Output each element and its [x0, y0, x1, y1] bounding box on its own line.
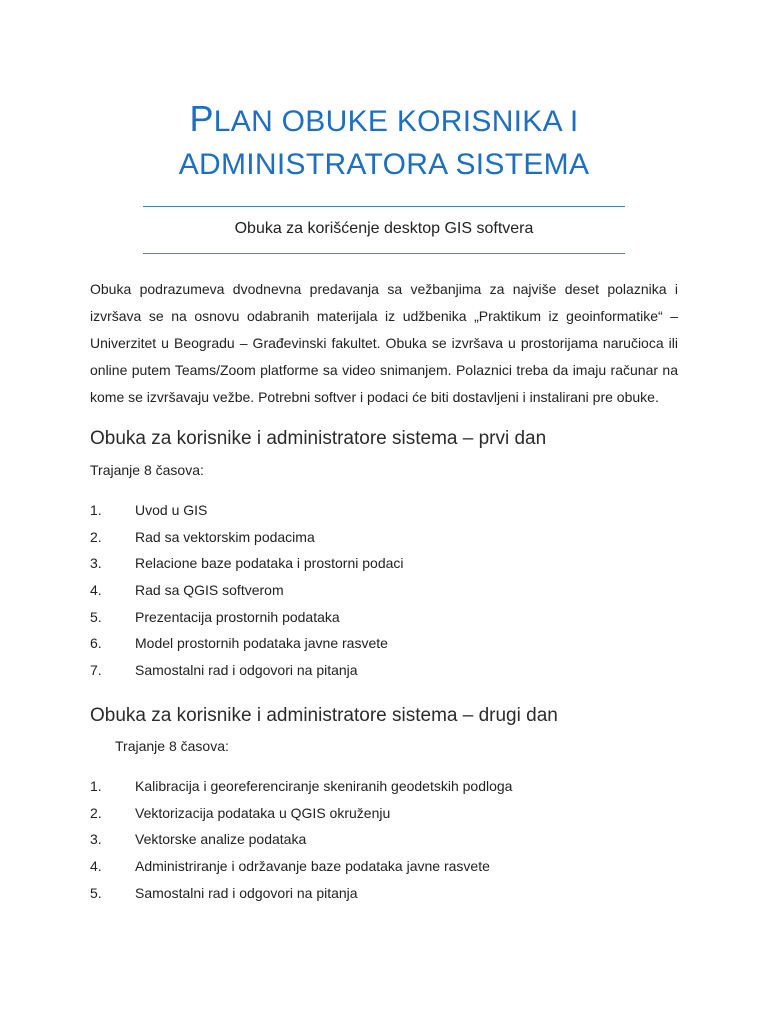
list-item-number: 2. — [90, 804, 102, 821]
document-subtitle: Obuka za korišćenje desktop GIS softvera — [234, 220, 534, 237]
list-item-text: Rad sa QGIS softverom — [135, 582, 284, 599]
day2-duration: Trajanje 8 časova: — [115, 738, 229, 754]
title-initial-cap: P — [189, 98, 214, 139]
list-item-text: Samostalni rad i odgovori na pitanja — [135, 662, 358, 679]
list-item-number: 3. — [90, 831, 102, 848]
list-item-text: Vektorske analize podataka — [135, 831, 307, 848]
list-item-number: 2. — [90, 528, 102, 545]
list-item-number: 5. — [90, 608, 102, 625]
list-item-number: 7. — [90, 662, 102, 679]
list-item-number: 1. — [90, 778, 102, 794]
list-item-text: Relacione baze podataka i prostorni podaci — [135, 555, 404, 572]
list-item-text: Rad sa vektorskim podacima — [135, 528, 315, 545]
list-item-number: 4. — [90, 582, 102, 599]
list-item-text: Samostalni rad i odgovori na pitanja — [135, 884, 358, 901]
list-item-text: Prezentacija prostornih podataka — [135, 608, 340, 625]
list-item-text: Administriranje i održavanje baze podataka javne rasvete — [135, 858, 490, 875]
list-item-text: Model prostornih podataka javne rasvete — [135, 635, 388, 652]
day2-heading: Obuka za korisnike i administratore sistema – drugi dan — [90, 705, 558, 726]
document-title-line-1 — [0, 98, 768, 140]
list-item-number: 4. — [90, 858, 102, 875]
list-item-text: Uvod u GIS — [135, 502, 208, 518]
list-item-text: Vektorizacija podataka u QGIS okruženju — [135, 804, 391, 821]
intro-paragraph: Obuka podrazumeva dvodnevna predavanja sa vežbanjima za najviše deset polaznika i izvršava se na osnovu odabranih materijala iz udžbenika „Praktikum iz geoinformatike“ – Univerzitet u Beogradu – Građevinski fakultet. Obuka se izvršava u prostorijama naručioca ili online putem Teams/Zoom platforme sa video snimanjem. Polaznici treba da imaju računar na kome se izvršavaju vežbe. Potrebni softver i podaci će biti dostavljeni i instalirani pre obuke. — [90, 281, 678, 405]
day1-heading: Obuka za korisnike i administratore sistema – prvi dan — [90, 428, 547, 449]
document-title-line-2: ADMINISTRATORA SISTEMA — [178, 148, 590, 181]
list-item-number: 3. — [90, 555, 102, 572]
list-item-text: Kalibracija i georeferenciranje skeniranih geodetskih podloga — [135, 778, 513, 794]
list-item-number: 6. — [90, 635, 102, 652]
subtitle-top-rule — [143, 206, 625, 207]
day1-duration: Trajanje 8 časova: — [90, 462, 204, 478]
subtitle-bottom-rule — [143, 253, 625, 254]
title-line-1-rest: LAN OBUKE KORISNIKA I — [213, 105, 579, 138]
list-item-number: 1. — [90, 502, 102, 518]
list-item-number: 5. — [90, 884, 102, 901]
